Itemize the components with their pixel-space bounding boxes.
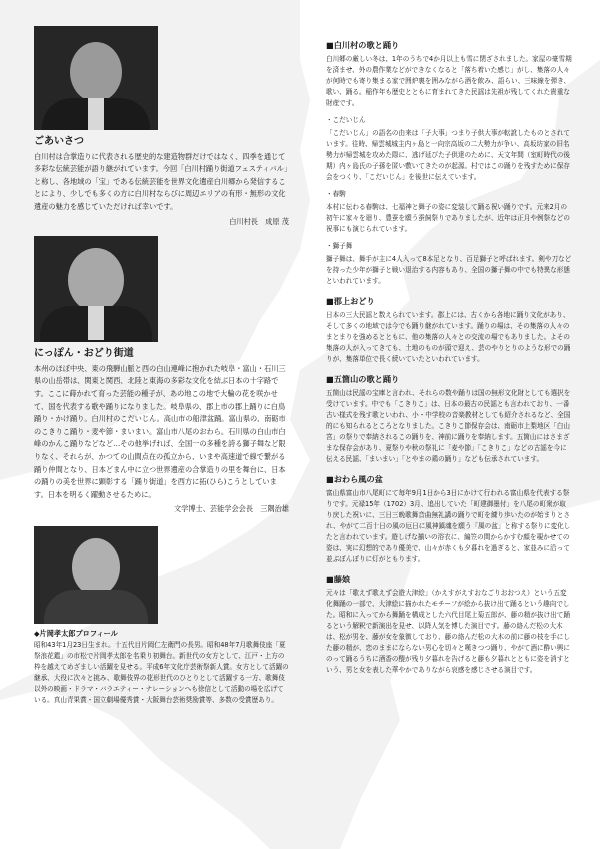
section-body: 白川郷の厳しい冬は、1年のうちで4か月以上も雪に閉ざされました。家屋の豪雪期を済ませ、外の農作業などができなくなると「落ち着いた感じ」がし、集落の人々が何時でも寄り集まる家で囲炉裏を囲みながら酒を飲み、語らい、三味線を弾き、歌い、踊る。稲作年も歴史とともに育まれてきた民謡は先祖が残してくれた貴重な財産です。 — [326, 55, 572, 107]
section-title: ■白川村の歌と踊り — [326, 40, 400, 50]
section-owara — [326, 474, 572, 565]
profile-heading: ◆片岡孝太郎プロフィール — [34, 628, 118, 638]
subsection-body: 本村に伝わる春駒は、七福神と舞子の姿に変装して踊る祝い踊りです。元来2月の初午に家々を廻り、豊蚕を願う蚕飼祭りでありましたが、近年は正月や例祭などの祝事にも演じられています。 — [326, 203, 570, 233]
portrait-photo-mayor — [34, 26, 158, 130]
greeting-signature: 白川村長 成原 茂 — [229, 216, 289, 226]
section-shirakawa — [326, 40, 572, 287]
profile-body: 昭和43年1月23日生まれ。十五代目片岡仁左衛門の長男。昭和48年7月歌舞伎座「夏祭浪花鑑」の市松で片岡孝太郎を名乗り初舞台。新世代の女方として、江戸・上方の枠を越えてめざましい活躍を見せる。平成6年文化庁芸術祭新人賞。女方として活躍の継承、大役に次々と挑み、歌舞伎界の花形世代のひとりとして活躍する一方、歌舞伎以外の映画・ドラマ・バラエティー・ナレーションへも徐信として活動の場を広げている。真山青果賞・国立劇場優秀賞・大阪舞台芸術奨励賞等、多数の受賞歴あり。 — [34, 641, 289, 705]
section-title: ■藤娘 — [326, 574, 351, 584]
greeting-body: 白川村は合掌造りに代表される歴史的な建造物群だけではなく、四季を通じて多彩な伝統芸能が語り継がれています。今回「白川村踊り街道フェスティバル」と称し、各地域の「宝」である伝統芸能を世界文化遺産白川郷から発信することにより、少しでも多くの方に白川村ならびに周辺エリアの有形・無形の文化遺産の魅力を感じていただければ幸いです。 — [34, 151, 288, 211]
left-column — [34, 26, 289, 706]
section-title: ■おわら風の盆 — [326, 474, 383, 484]
section-fujimusume — [326, 574, 572, 676]
land-shape-3 — [0, 690, 270, 849]
subsection-shishimai — [326, 241, 572, 287]
subsection-body: 獅子舞は、舞手が主に4人入って8本足となり、百足獅子と呼ばれます。剣や刀などを持った少年が獅子と戦い退治する内容もあり、全国の獅子舞の中でも特異な形態といわれています。 — [326, 255, 572, 285]
odori-kaido-heading: にっぽん・おどり街道 — [34, 348, 134, 360]
subsection-kodaijin — [326, 115, 572, 183]
portrait-photo-misumi — [34, 236, 158, 342]
section-title: ■郡上おどり — [326, 296, 375, 306]
section-gokayama — [326, 374, 572, 465]
right-column — [326, 40, 572, 685]
subsection-title: ・獅子舞 — [326, 242, 353, 250]
greeting-heading: ごあいさつ — [34, 136, 84, 147]
section-title: ■五箇山の歌と踊り — [326, 374, 400, 384]
section-body: 元々は「歌えず歌えず会遊大津絵」（かえすがえすおなごりおおつえ）という五変化舞踊の一部で、大津絵に描かれたモチーフが絵から抜け出て踊るという趣向でした。昭和に入ってから舞踊を構成とした六代目尾上菊五郎が、藤の精が抜け出て踊るという解釈で新演出を見せ、以降人気を博した演目です。藤の絡んだ松の大木は、松が男を、藤が女を象徴しており、藤の絡んだ松の大木の前に藤の枝を手にした藤の精が、恋のままにならない男心を切々と嘆きつつ踊り、やがて酒に酔い興にのって踊るうちに酒香の醍が残り夕暮れを告げると藤も夕暮れとともに姿を消すという、男と女を表した華やかでありながら哀感を感じさせる演目です。 — [326, 589, 570, 674]
subsection-title: ・春駒 — [326, 190, 346, 198]
portrait-photo-kataoka — [34, 526, 158, 624]
section-body: 日本の三大民謡と数えられています。郡上には、古くから各地に踊り文化があり、そして多くの地域では今でも踊り継がれています。踊りの場は、その集落の人々のまとまりを強めるとともに、他の集落の人々との交流の場でもありました。よその集落の人が入ってきても、土地のものが頭で迎え、芸のやりとりのような形での踊りが、集落単位で長く続いていたといわれています。 — [326, 311, 571, 363]
subsection-body: 「こだいじん」の語名の由来は「子大事」つまり子供大事が転訛したものとされています。往時、帰雲城城主内ヶ島と一向宗高坂の二大勢力が争い、高坂坊家の旧名勢力が帰雲城を攻めた際に、逃げ延びた子供達のために、天文年間（室町時代の後期）内ヶ島氏の子孫を匿い敷いてきたのが起源。村ではこの踊りを残すために保存会をつくり、「こだいじん」を後世に伝えています。 — [326, 129, 570, 181]
subsection-harukoma — [326, 189, 572, 235]
section-body: 富山県富山市八尾町にて毎年9月1日から3日にかけて行われる富山県を代表する祭りです。元禄15年（1702）3月、追出していた「町建御墨付」を八尾の町衆が取り戻した祝いに、三日三晩歌舞音曲無礼講の踊りで町を練り歩いたのが始まりとされ、やがて二百十日の風の厄日に風神鎮魂を願う「風の盆」と称する祭りに変化したと言われています。遊しげな揃いの浴衣に、編笠の間からかすむ顔を覗かせての姿は、実に幻想的であり優美で、山々が赤くも夕暮れを過ぎると、家並みに沿って並ぶぼんぼりに灯がともります。 — [326, 489, 571, 563]
section-gujo — [326, 296, 572, 365]
odori-kaido-signature: 文学博士、芸能学会会長 三隅治雄 — [173, 504, 289, 514]
section-body: 五箇山は民謡の宝庫と言われ、それらの数や踊りは国の無形文化財としても選択を受けています。中でも「こきりこ」は、日本の最古の民謡とも言われており、一番古い様式を残す歌といわれ、小・中学校の音楽教材としても紹介されるなど、全国的にも知られるところとなりました。こきりこ節保存会は、南砺市上梨地区「白山宮」の祭りで奉納されるこの踊りを、神前に踊りを奉納します。五箇山にはさまざまな保存会があり、夏祭りや秋の祭礼に「麦や節」「こきりこ」などの古謡を今に伝える民謡、「まいまい」「とやまの鶏の踊り」なども伝承されています。 — [326, 389, 571, 463]
subsection-title: ・こだいじん — [326, 116, 366, 124]
odori-kaido-body: 本州のほぼ中央、東の飛騨山脈と西の白山連峰に抱かれた岐阜・富山・石川三県の山岳帯は、関東と関西、北陸と東海の多彩な文化を結ぶ日本の十字路です。ここに蒔かれて育った芸能の種子が、あの地この地で大輪の花を咲かせて、国を代表する歌や踊りになりました。岐阜県の、郡上市の郡上踊りに白鳥踊り・かけ踊り。白川村のこだいじん。高山市の船津盆踊。富山県の、南砺市のこきりこ踊り・麦や節・まいまい。富山市八尾のおわら。石川県の白山市白峰のかんこ踊りなどなど…その他挙げれば、全国一の多種を誇る獅子舞など限りなく、それらが、かつての山間点在の孤立から、いまや高速道で線で繋がる踊り仲間となり、日本どまん中に立つ世界遺産の合掌造りの里を舞台に、日本の踊りの美を世界に顕彰する「踊り街道」を西方に拓(ひら)こうとしています。日本を明るく躍動させるために。 — [34, 363, 286, 499]
